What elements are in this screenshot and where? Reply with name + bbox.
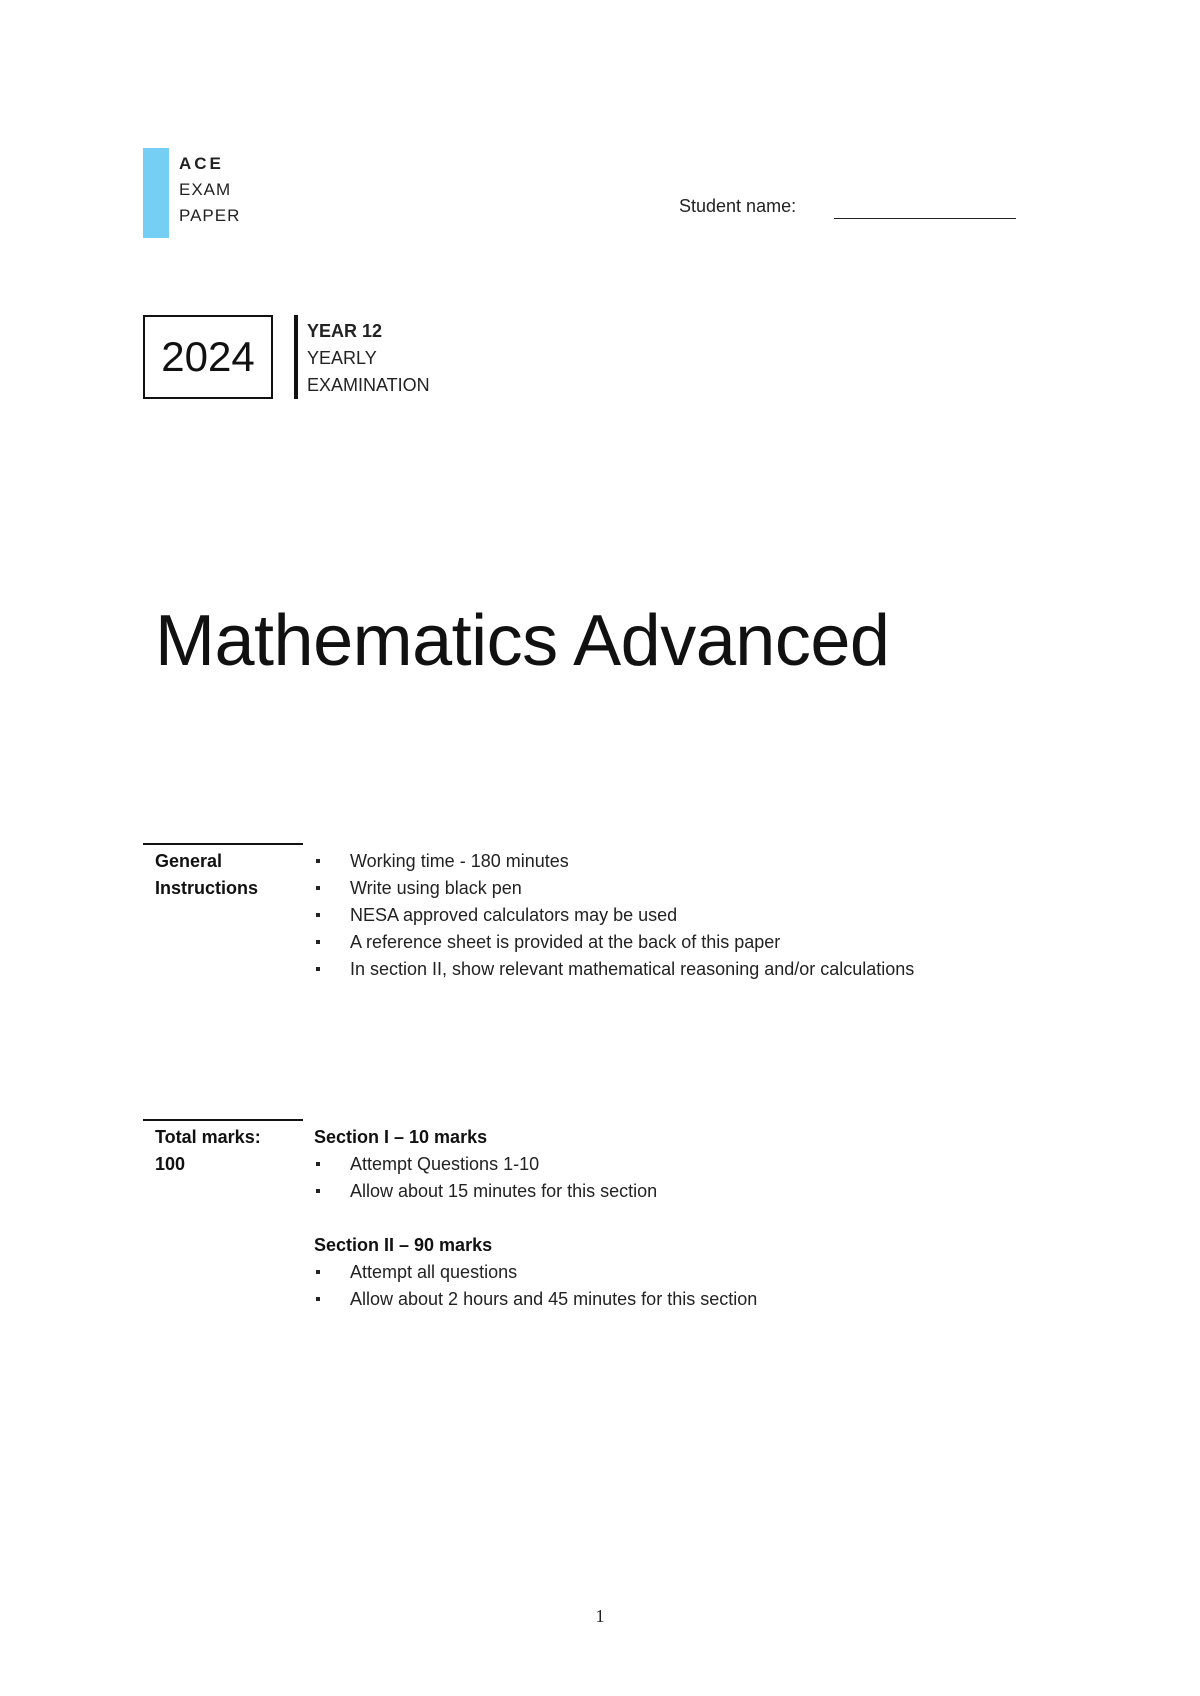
brand-line-3: PAPER <box>179 206 241 225</box>
list-item: Attempt all questions <box>314 1259 757 1286</box>
brand-line-1: ACE <box>179 154 224 173</box>
total-marks-line-1: Total marks: <box>155 1127 261 1147</box>
page-number: 1 <box>595 1606 605 1626</box>
list-item: Allow about 15 minutes for this section <box>314 1178 757 1205</box>
exam-level: YEAR 12 <box>307 321 383 341</box>
list-item: Attempt Questions 1-10 <box>314 1151 757 1178</box>
page-title: Mathematics Advanced <box>155 601 890 681</box>
exam-type-line-2: EXAMINATION <box>307 375 430 395</box>
list-item: Write using black pen <box>314 875 914 902</box>
list-item: Allow about 2 hours and 45 minutes for this section <box>314 1286 757 1313</box>
general-label-line-2: Instructions <box>155 878 259 898</box>
total-marks-value: 100 <box>155 1154 186 1174</box>
general-instructions-rule <box>143 843 303 845</box>
student-name-field-line[interactable] <box>834 218 1016 219</box>
exam-type-block <box>307 318 430 399</box>
total-marks-rule <box>143 1119 303 1121</box>
brand-accent-bar <box>143 148 169 238</box>
section-1-heading: Section I – 10 marks <box>314 1127 488 1147</box>
student-name-label: Student name: <box>679 196 797 216</box>
section-2-list <box>314 1259 757 1313</box>
list-item: NESA approved calculators may be used <box>314 902 914 929</box>
list-item: A reference sheet is provided at the back of this paper <box>314 929 914 956</box>
list-item: Working time - 180 minutes <box>314 848 914 875</box>
list-item: In section II, show relevant mathematical reasoning and/or calculations <box>314 956 914 983</box>
exam-type-line-1: YEARLY <box>307 348 377 368</box>
section-1-list <box>314 1151 757 1205</box>
year-divider-rule <box>294 315 298 399</box>
general-instructions-label <box>155 848 258 902</box>
brand-line-2: EXAM <box>179 180 232 199</box>
brand-logo-text <box>179 151 240 229</box>
exam-year-box: 2024 <box>143 315 273 399</box>
sections-block <box>314 1124 757 1313</box>
general-label-line-1: General <box>155 851 223 871</box>
total-marks-label <box>155 1124 261 1178</box>
section-2-heading: Section II – 90 marks <box>314 1235 493 1255</box>
general-instructions-list <box>314 848 914 983</box>
